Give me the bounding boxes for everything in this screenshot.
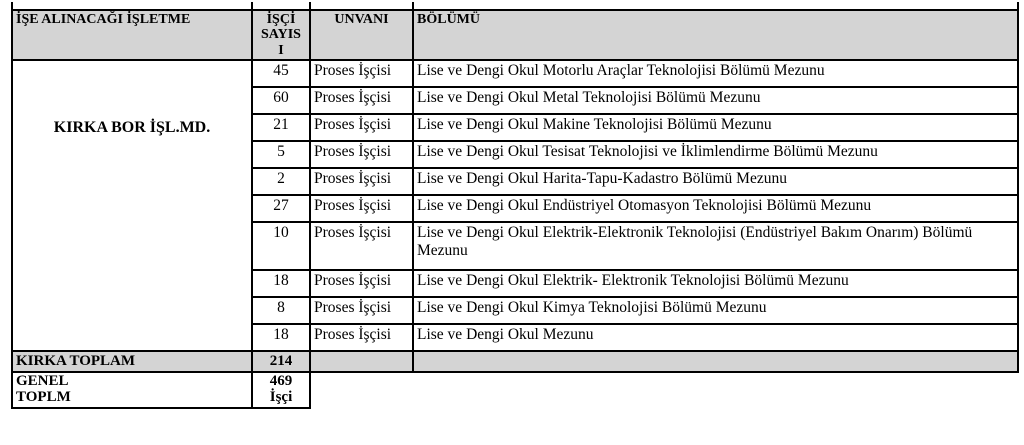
count-cell: 18 [252,270,310,297]
title-cell: Proses İşçisi [310,168,413,195]
dept-cell: Lise ve Dengi Okul Metal Teknolojisi Bölümü Mezunu [413,87,1018,114]
table-top-edge [12,2,1018,10]
count-cell: 5 [252,141,310,168]
dept-cell: Lise ve Dengi Okul Harita-Tapu-Kadastro Bölümü Mezunu [413,168,1018,195]
count-cell: 2 [252,168,310,195]
title-cell: Proses İşçisi [310,87,413,114]
general-total-label: GENEL TOPLM [12,372,252,408]
title-cell: Proses İşçisi [310,60,413,87]
empty-cell [413,351,1018,372]
title-cell: Proses İşçisi [310,114,413,141]
header-row [12,10,1018,60]
title-cell: Proses İşçisi [310,195,413,222]
kirka-total-value: 214 [252,351,310,372]
count-cell: 60 [252,87,310,114]
title-cell: Proses İşçisi [310,324,413,351]
count-column-header: İŞÇİ SAYIS I [252,10,310,60]
dept-cell: Lise ve Dengi Okul Kimya Teknolojisi Bölümü Mezunu [413,297,1018,324]
count-cell: 8 [252,297,310,324]
dept-cell: Lise ve Dengi Okul Motorlu Araçlar Teknolojisi Bölümü Mezunu [413,60,1018,87]
dept-cell: Lise ve Dengi Okul Tesisat Teknolojisi ve İklimlendirme Bölümü Mezunu [413,141,1018,168]
kirka-total-label: KIRKA TOPLAM [12,351,252,372]
title-cell: Proses İşçisi [310,297,413,324]
title-cell: Proses İşçisi [310,141,413,168]
dept-cell: Lise ve Dengi Okul Elektrik- Elektronik Teknolojisi Bölümü Mezunu [413,270,1018,297]
dept-cell: Lise ve Dengi Okul Elektrik-Elektronik Teknolojisi (Endüstriyel Bakım Onarım) Bölümü Mezunu [413,222,1018,270]
count-cell: 45 [252,60,310,87]
count-cell: 10 [252,222,310,270]
staffing-table [11,2,1019,409]
dept-column-header: BÖLÜMÜ [413,10,1018,60]
general-total-row [12,372,1018,408]
empty-cell [310,351,413,372]
table-row [12,60,1018,87]
count-cell: 21 [252,114,310,141]
dept-cell: Lise ve Dengi Okul Mezunu [413,324,1018,351]
dept-cell: Lise ve Dengi Okul Makine Teknolojisi Bölümü Mezunu [413,114,1018,141]
title-cell: Proses İşçisi [310,270,413,297]
kirka-total-row [12,351,1018,372]
title-cell: Proses İşçisi [310,222,413,270]
count-cell: 27 [252,195,310,222]
general-total-value: 469 İşçi [252,372,310,408]
company-name: KIRKA BOR İŞL.MD. [12,60,252,351]
dept-cell: Lise ve Dengi Okul Endüstriyel Otomasyon Teknolojisi Bölümü Mezunu [413,195,1018,222]
company-column-header: İŞE ALINACAĞI İŞLETME [12,10,252,60]
title-column-header: UNVANI [310,10,413,60]
count-cell: 18 [252,324,310,351]
